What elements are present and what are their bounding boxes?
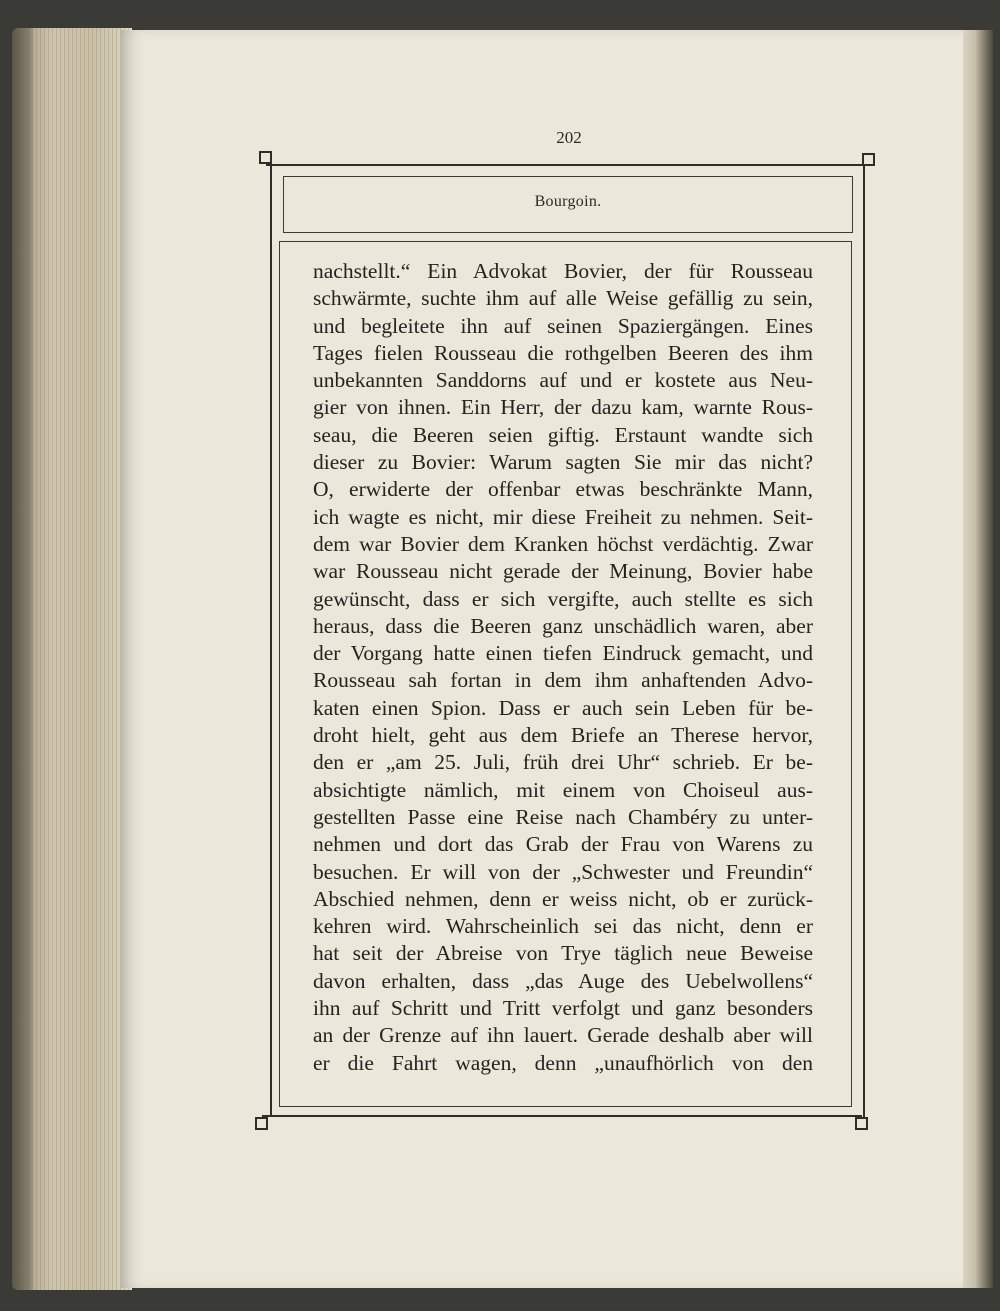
text-line: heraus, dass die Beeren ganz unschädlich waren, aber (313, 613, 813, 638)
text-line: den er „am 25. Juli, früh drei Uhr“ schrieb. Er be- (313, 750, 813, 775)
body-text (313, 258, 813, 1077)
text-line: kehren wird. Wahrscheinlich sei das nicht, denn er (313, 914, 813, 939)
text-line: gewünscht, dass er sich vergifte, auch stellte es sich (313, 586, 813, 611)
book-gutter-right (963, 30, 993, 1288)
text-line: nachstellt.“ Ein Advokat Bovier, der für Rousseau (313, 259, 813, 283)
page-number: 202 (556, 128, 582, 147)
text-line: besuchen. Er will von der „Schwester und Freundin“ (313, 859, 813, 884)
text-line: ich wagte es nicht, mir diese Freiheit zu nehmen. Seit- (313, 504, 813, 529)
text-line: unbekannten Sanddorns auf und er kostete aus Neu- (313, 368, 813, 393)
frame-left-rule (270, 164, 272, 1117)
corner-ornament-bottom-left (255, 1117, 268, 1130)
frame-bottom-rule (262, 1115, 862, 1117)
text-line: schwärmte, suchte ihm auf alle Weise gefällig zu sein, (313, 286, 813, 311)
running-header: Bourgoin. (534, 193, 602, 210)
text-line: dieser zu Bovier: Warum sagten Sie mir das nicht? (313, 450, 813, 475)
text-line: hat seit der Abreise von Trye täglich neue Beweise (313, 941, 813, 966)
frame-right-rule (863, 164, 865, 1117)
book-page-edges (12, 28, 132, 1290)
text-line: gestellten Passe eine Reise nach Chambéry zu unter- (313, 804, 813, 829)
text-line: O, erwiderte der offenbar etwas beschränkte Mann, (313, 477, 813, 502)
text-line: dem war Bovier dem Kranken höchst verdächtig. Zwar (313, 531, 813, 556)
text-line: Abschied nehmen, denn er weiss nicht, ob er zurück- (313, 886, 813, 911)
text-line: katen einen Spion. Dass er auch sein Leben für be- (313, 695, 813, 720)
corner-ornament-top-left (259, 151, 272, 164)
text-line: ihn auf Schritt und Tritt verfolgt und ganz besonders (313, 996, 813, 1021)
text-line: war Rousseau nicht gerade der Meinung, Bovier habe (313, 559, 813, 584)
frame-top-rule (266, 164, 869, 166)
text-line: er die Fahrt wagen, denn „unaufhörlich von den (313, 1050, 813, 1075)
text-line: gier von ihnen. Ein Herr, der dazu kam, warnte Rous- (313, 395, 813, 420)
corner-ornament-top-right (862, 153, 875, 166)
text-line: absichtigte nämlich, mit einem von Choiseul aus- (313, 777, 813, 802)
text-line: Rousseau sah fortan in dem ihm anhaftenden Advo- (313, 668, 813, 693)
text-line: der Vorgang hatte einen tiefen Eindruck gemacht, und (313, 641, 813, 666)
text-line: davon erhalten, dass „das Auge des Uebelwollens“ (313, 968, 813, 993)
text-line: seau, die Beeren seien giftig. Erstaunt wandte sich (313, 422, 813, 447)
text-line: Tages fielen Rousseau die rothgelben Beeren des ihm (313, 340, 813, 365)
text-line: droht hielt, geht aus dem Briefe an Therese hervor, (313, 723, 813, 748)
corner-ornament-bottom-right (855, 1117, 868, 1130)
text-line: an der Grenze auf ihn lauert. Gerade deshalb aber will (313, 1023, 813, 1048)
text-line: nehmen und dort das Grab der Frau von Warens zu (313, 832, 813, 857)
text-line: und begleitete ihn auf seinen Spaziergängen. Eines (313, 313, 813, 338)
